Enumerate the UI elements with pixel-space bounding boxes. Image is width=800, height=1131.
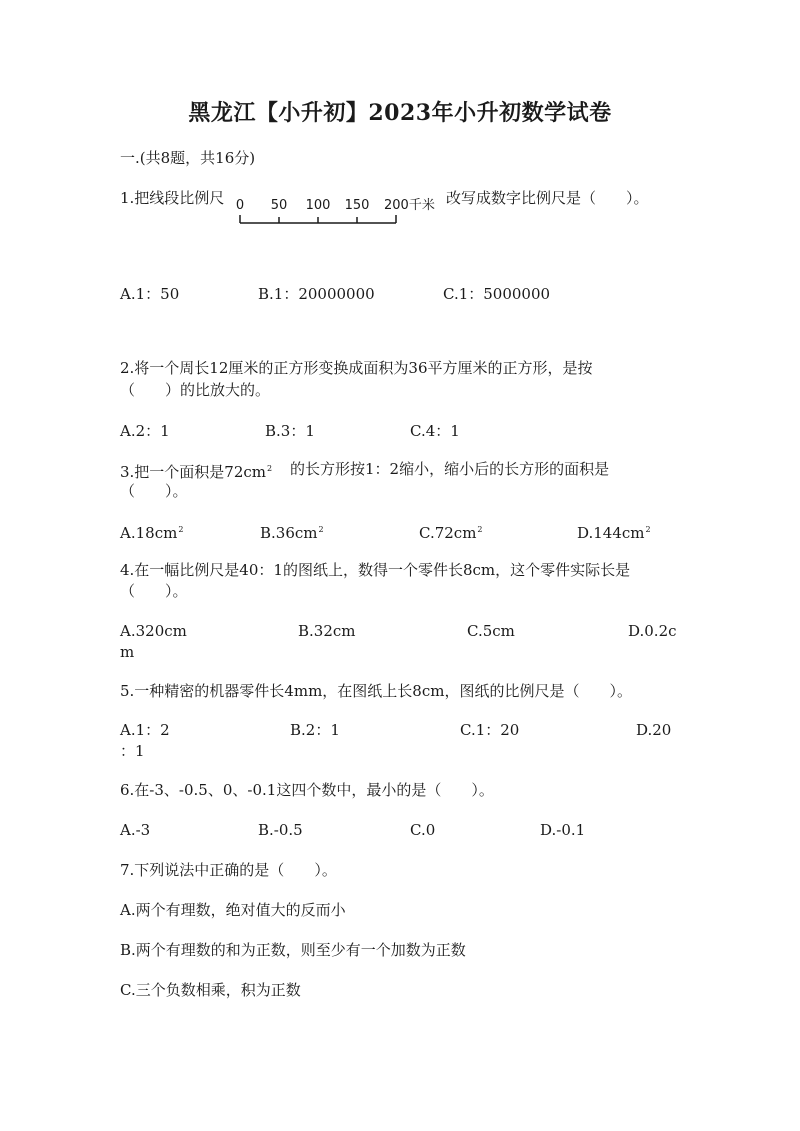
q3-stem-line1a bbox=[120, 459, 272, 482]
q5-stem: 5.一种精密的机器零件长4mm，在图纸上长8cm，图纸的比例尺是（ ）。 bbox=[120, 682, 632, 700]
q4-stem-line2: （ ）。 bbox=[120, 582, 188, 600]
q6-option-c: C.0 bbox=[410, 821, 436, 839]
scale-label-100: 100 bbox=[305, 198, 331, 213]
q7-stem: 7.下列说法中正确的是（ ）。 bbox=[120, 861, 337, 879]
q2-stem-line2: （ ）的比放大的。 bbox=[120, 381, 271, 399]
q5-option-b: B.2：1 bbox=[290, 721, 340, 739]
scale-label-0: 0 bbox=[236, 198, 245, 213]
q7-option-c: C.三个负数相乘，积为正数 bbox=[120, 981, 301, 999]
q4-option-d: D.0.2c bbox=[628, 622, 677, 640]
q7-option-a: A.两个有理数，绝对值大的反而小 bbox=[120, 901, 346, 919]
q2-option-a: A.2：1 bbox=[120, 422, 170, 440]
q4-option-a: A.320cm bbox=[120, 622, 187, 640]
q1-stem-before: 1.把线段比例尺 bbox=[120, 189, 225, 207]
q1-option-c: C.1：5000000 bbox=[443, 285, 551, 303]
q4-stem-line1: 4.在一幅比例尺是40：1的图纸上，数得一个零件长8cm，这个零件实际长是 bbox=[120, 561, 631, 579]
q1-stem-after: 改写成数字比例尺是（ ）。 bbox=[446, 189, 649, 207]
line-scale-diagram bbox=[236, 188, 446, 228]
q5-option-d-wrap: ：1 bbox=[120, 742, 145, 760]
q3-stem-line2: （ ）。 bbox=[120, 482, 188, 500]
q4-option-d-wrap: m bbox=[120, 643, 135, 661]
scale-label-50: 50 bbox=[270, 198, 288, 213]
q6-stem: 6.在-3、-0.5、0、-0.1这四个数中，最小的是（ ）。 bbox=[120, 781, 494, 799]
q4-option-b: B.32cm bbox=[298, 622, 356, 640]
q5-option-d: D.20 bbox=[636, 721, 672, 739]
q6-option-b: B.-0.5 bbox=[258, 821, 303, 839]
q2-option-c: C.4：1 bbox=[410, 422, 460, 440]
q2-stem-line1: 2.将一个周长12厘米的正方形变换成面积为36平方厘米的正方形，是按 bbox=[120, 359, 593, 377]
q5-option-a: A.1：2 bbox=[120, 721, 170, 739]
q2-option-b: B.3：1 bbox=[265, 422, 315, 440]
scale-label-150: 150 bbox=[344, 198, 370, 213]
q3-option-a: $A.18cm^2$ bbox=[120, 524, 184, 542]
q3-option-d: $D.144cm^2$ bbox=[577, 524, 651, 542]
q6-option-d: D.-0.1 bbox=[540, 821, 586, 839]
q3-stem-text: 3.把一个面积是72cm bbox=[120, 463, 267, 481]
exam-title: 黑龙江【小升初】2023年小升初数学试卷 bbox=[188, 100, 612, 126]
scale-label-200km: 200千米 bbox=[384, 198, 435, 213]
q1-option-a: A.1：50 bbox=[120, 285, 180, 303]
q3-stem-line1b: 的长方形按1：2缩小，缩小后的长方形的面积是 bbox=[290, 460, 610, 478]
section-heading: 一.(共8题，共16分) bbox=[120, 149, 256, 167]
q6-option-a: A.-3 bbox=[120, 821, 151, 839]
q1-option-b: B.1：20000000 bbox=[258, 285, 375, 303]
q4-option-c: C.5cm bbox=[467, 622, 515, 640]
q3-option-b: $B.36cm^2$ bbox=[260, 524, 324, 542]
q3-option-c: $C.72cm^2$ bbox=[419, 524, 483, 542]
q5-option-c: C.1：20 bbox=[460, 721, 520, 739]
q7-option-b: B.两个有理数的和为正数，则至少有一个加数为正数 bbox=[120, 941, 466, 959]
q3-superscript: 2 bbox=[267, 464, 273, 473]
